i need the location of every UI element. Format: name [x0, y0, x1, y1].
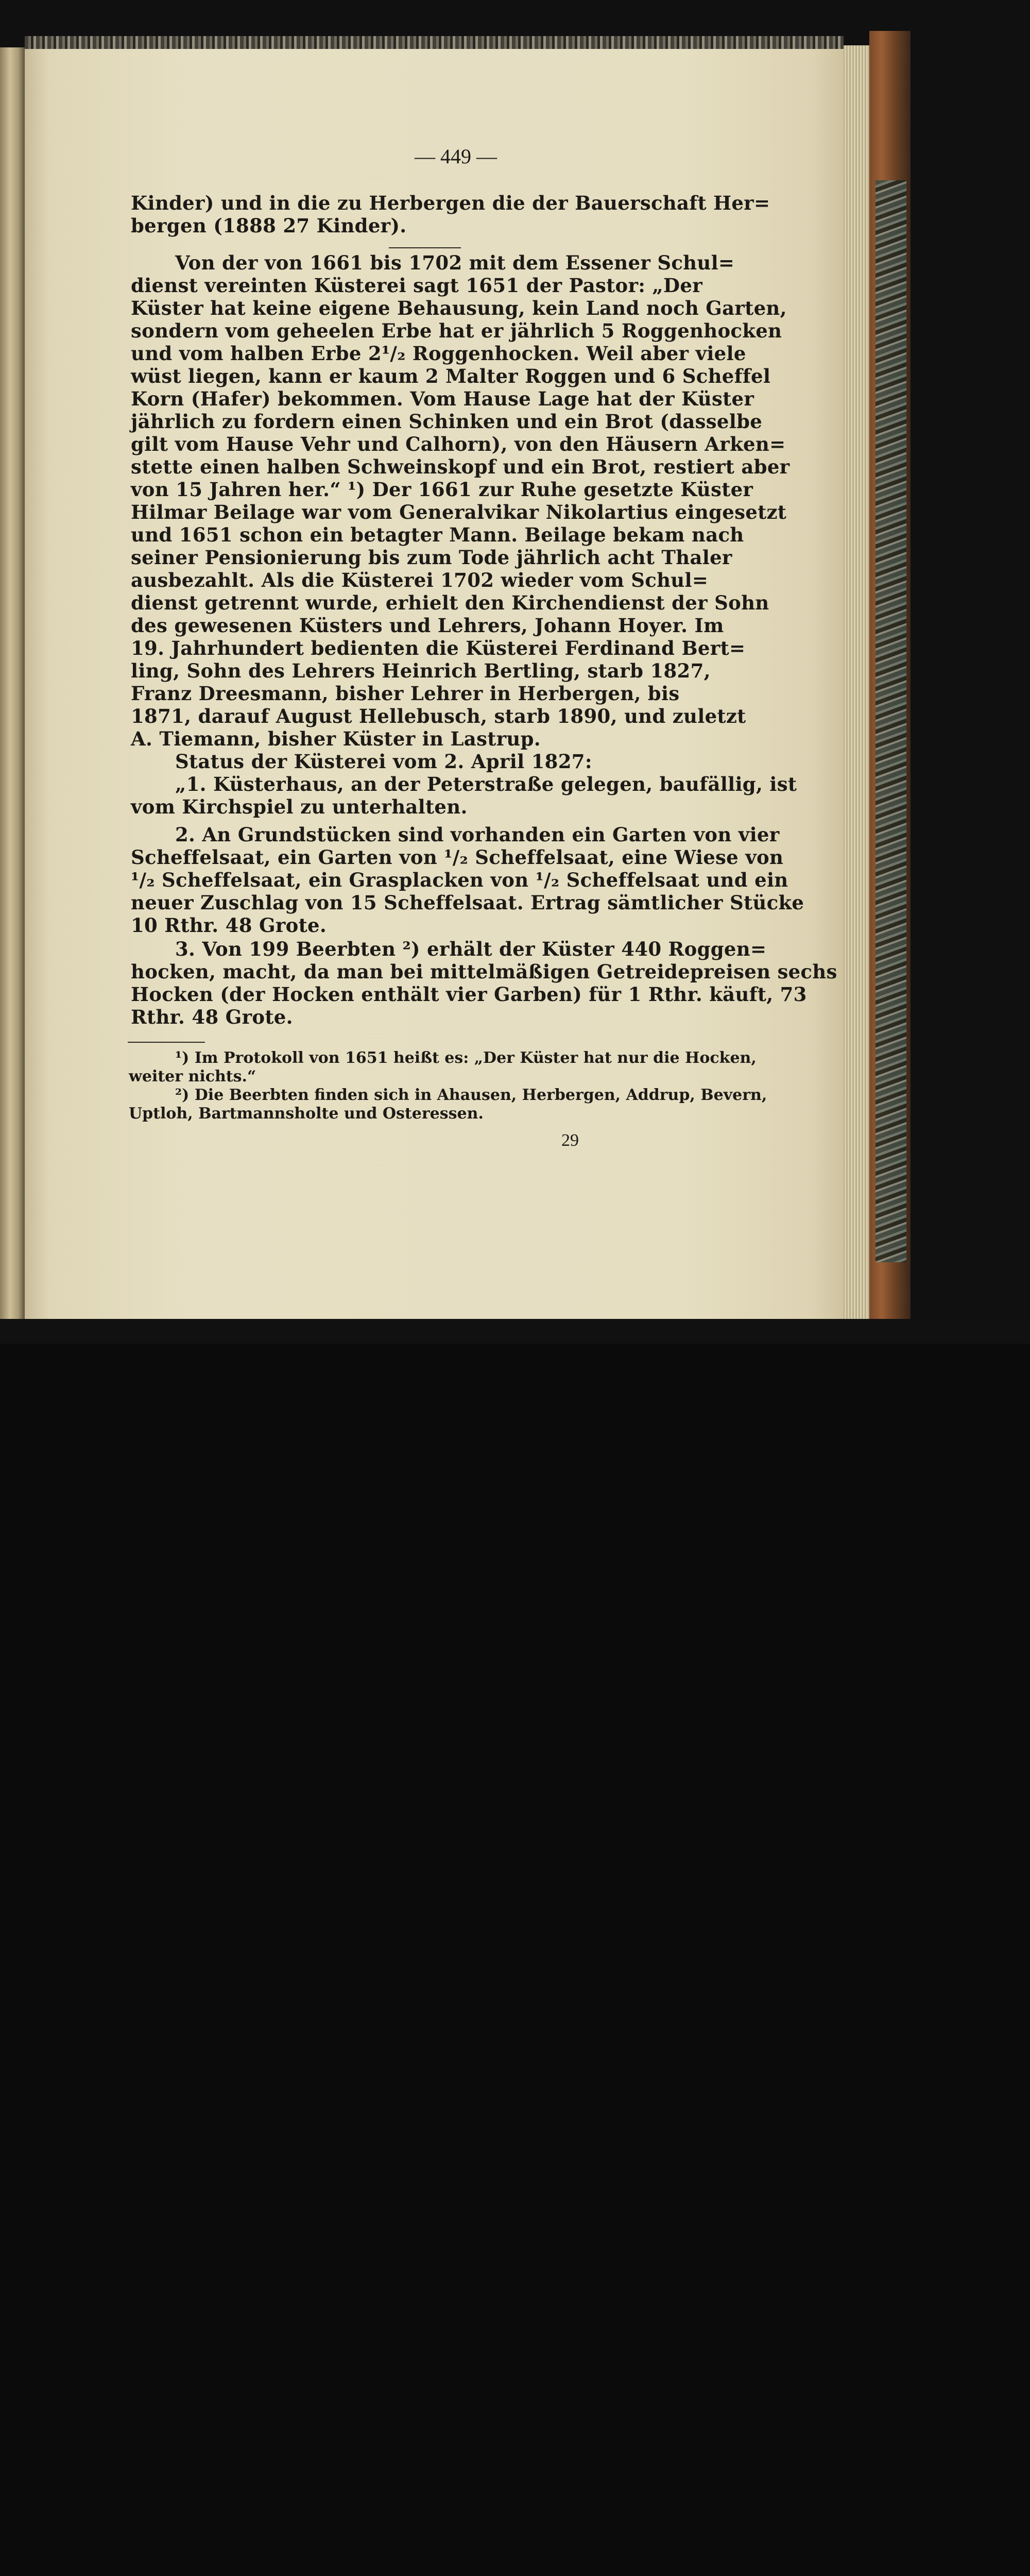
footnote-line: Uptloh, Bartmannsholte und Osteressen.	[129, 1105, 484, 1123]
text-line: Von der von 1661 bis 1702 mit dem Essener Schul=	[175, 251, 735, 274]
text-line: A. Tiemann, bisher Küster in Lastrup.	[131, 727, 541, 750]
page-stack-edges	[844, 45, 869, 1319]
text-line: Korn (Hafer) bekommen. Vom Hause Lage hat der Küster	[131, 387, 754, 410]
text-line: ¹/₂ Scheffelsaat, ein Grasplacken von ¹/₂ Scheffelsaat und ein	[131, 869, 788, 891]
text-line: 10 Rthr. 48 Grote.	[131, 914, 327, 937]
footnote-line: weiter nichts.“	[129, 1067, 256, 1086]
text-line: „1. Küsterhaus, an der Peterstraße gelegen, baufällig, ist	[175, 773, 797, 795]
text-line: 19. Jahrhundert bedienten die Küsterei Ferdinand Bert=	[131, 637, 746, 659]
text-line: gilt vom Hause Vehr und Calhorn), von den Häusern Arken=	[131, 433, 786, 455]
text-line: 3. Von 199 Beerbten ²) erhält der Küster 440 Roggen=	[175, 938, 767, 960]
text-line: hocken, macht, da man bei mittelmäßigen Getreidepreisen sechs	[131, 960, 837, 983]
text-line: ausbezahlt. Als die Küsterei 1702 wieder vom Schul=	[131, 569, 709, 591]
text-line: sondern vom geheelen Erbe hat er jährlich 5 Roggenhocken	[131, 319, 782, 342]
section-divider	[389, 247, 461, 248]
footnote-line: ¹) Im Protokoll von 1651 heißt es: „Der Küster hat nur die Hocken,	[175, 1049, 757, 1067]
digitization-footer	[0, 1319, 1030, 1344]
text-line: Küster hat keine eigene Behausung, kein Land noch Garten,	[131, 297, 787, 319]
footnote-line: ²) Die Beerbten finden sich in Ahausen, Herbergen, Addrup, Bevern,	[175, 1086, 767, 1104]
text-line: von 15 Jahren her.“ ¹) Der 1661 zur Ruhe gesetzte Küster	[131, 478, 753, 501]
text-line: vom Kirchspiel zu unterhalten.	[131, 795, 468, 818]
text-line: ling, Sohn des Lehrers Heinrich Bertling, starb 1827,	[131, 659, 711, 682]
text-line: stette einen halben Schweinskopf und ein Brot, restiert aber	[131, 455, 790, 478]
text-line: und vom halben Erbe 2¹/₂ Roggenhocken. Weil aber viele	[131, 342, 746, 365]
text-line: wüst liegen, kann er kaum 2 Malter Roggen und 6 Scheffel	[131, 365, 771, 387]
text-line: 1871, darauf August Hellebusch, starb 1890, und zuletzt	[131, 705, 746, 727]
left-page-edge	[0, 47, 25, 1319]
marbled-cover-strip	[876, 180, 906, 1262]
text-line: bergen (1888 27 Kinder).	[131, 214, 407, 237]
footnote-divider	[128, 1042, 205, 1043]
text-line: seiner Pensionierung bis zum Tode jährlich acht Thaler	[131, 546, 732, 569]
text-line: Hocken (der Hocken enthält vier Garben) für 1 Rthr. käuft, 73	[131, 983, 807, 1006]
text-line: Kinder) und in die zu Herbergen die der Bauerschaft Her=	[131, 192, 770, 214]
text-line: des gewesenen Küsters und Lehrers, Johann Hoyer. Im	[131, 614, 724, 637]
text-line: Scheffelsaat, ein Garten von ¹/₂ Scheffelsaat, eine Wiese von	[131, 846, 784, 869]
text-line: und 1651 schon ein betagter Mann. Beilage bekam nach	[131, 523, 744, 546]
signature-mark: 29	[561, 1131, 579, 1150]
text-line: Hilmar Beilage war vom Generalvikar Nikolartius eingesetzt	[131, 501, 787, 523]
text-line: Status der Küsterei vom 2. April 1827:	[175, 750, 592, 773]
text-line: dienst getrennt wurde, erhielt den Kirchendienst der Sohn	[131, 591, 769, 614]
text-line: 2. An Grundstücken sind vorhanden ein Garten von vier	[175, 823, 780, 846]
text-line: Franz Dreesmann, bisher Lehrer in Herbergen, bis	[131, 682, 680, 705]
text-line: neuer Zuschlag von 15 Scheffelsaat. Ertrag sämtlicher Stücke	[131, 891, 804, 914]
text-line: Rthr. 48 Grote.	[131, 1006, 293, 1028]
text-line: jährlich zu fordern einen Schinken und ein Brot (dasselbe	[131, 410, 763, 433]
page-number-header: — 449 —	[415, 145, 497, 168]
text-line: dienst vereinten Küsterei sagt 1651 der Pastor: „Der	[131, 274, 703, 297]
